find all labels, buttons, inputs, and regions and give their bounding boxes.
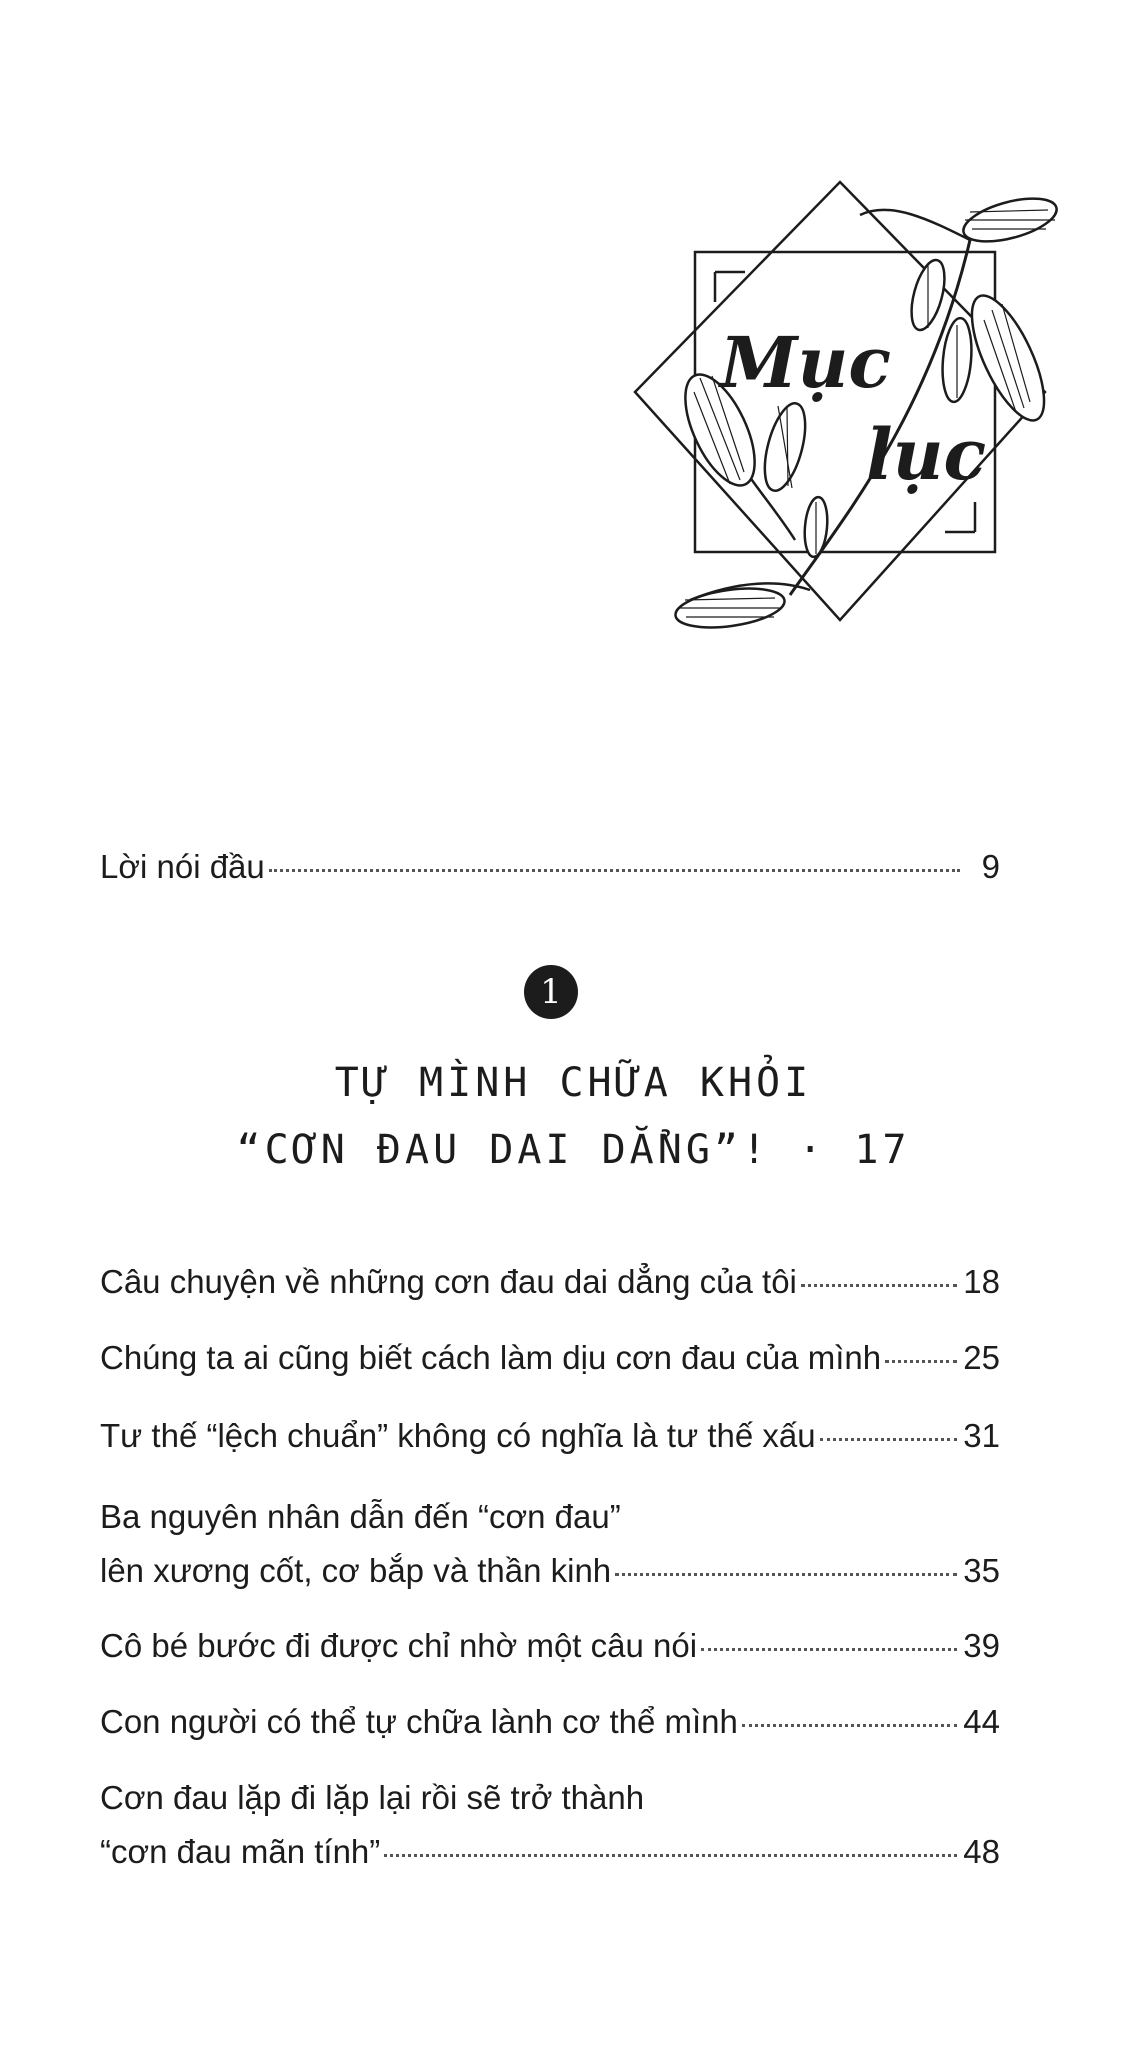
toc-heading-word-2: lục (866, 413, 987, 496)
toc-heading-word-1: Mục (720, 321, 892, 404)
toc-entry-text: Tư thế “lệch chuẩn” không có nghĩa là tư thế xấu (100, 1417, 816, 1454)
toc-entry-text: Lời nói đầu (100, 848, 265, 885)
toc-entry (100, 1624, 1000, 1668)
part-number-badge: 1 (524, 965, 578, 1019)
leaf-branch-icon (630, 180, 1060, 630)
toc-entry-text: Con người có thể tự chữa lành cơ thể mình (100, 1703, 738, 1740)
toc-entry-text: Câu chuyện về những cơn đau dai dẳng của tôi (100, 1263, 797, 1300)
toc-entry-text: Chúng ta ai cũng biết cách làm dịu cơn đau của mình (100, 1339, 882, 1376)
toc-entry (100, 1776, 1000, 1874)
toc-entry-text: “cơn đau mãn tính” (100, 1833, 381, 1870)
toc-dot-leader (384, 1854, 957, 1857)
part-title-line-2: “CƠN ĐAU DAI DẲNG”! · 17 (236, 1127, 911, 1173)
toc-entry-text: Cô bé bước đi được chỉ nhờ một câu nói (100, 1627, 698, 1664)
toc-dot-leader (269, 869, 960, 872)
toc-entry-page: 18 (963, 1263, 1000, 1300)
part-title-line-1: TỰ MÌNH CHỮA KHỎI (334, 1060, 813, 1106)
toc-dot-leader (615, 1573, 957, 1576)
toc-entry (100, 1336, 1000, 1380)
toc-entry-page: 39 (963, 1627, 1000, 1664)
toc-entry-page: 48 (963, 1833, 1000, 1870)
toc-entry-page: 44 (963, 1703, 1000, 1740)
toc-entry (100, 1495, 1000, 1593)
toc-dot-leader (701, 1648, 957, 1651)
toc-entry-page: 25 (963, 1339, 1000, 1376)
toc-emblem (630, 180, 1060, 630)
toc-entry-page: 31 (963, 1417, 1000, 1454)
toc-entry (100, 1700, 1000, 1744)
toc-entry (100, 1414, 1000, 1458)
toc-entry-text: Ba nguyên nhân dẫn đến “cơn đau” (100, 1498, 621, 1535)
toc-entry-text: Cơn đau lặp đi lặp lại rồi sẽ trở thành (100, 1779, 645, 1816)
toc-entry-page: 35 (963, 1552, 1000, 1589)
toc-dot-leader (801, 1284, 957, 1287)
toc-dot-leader (742, 1724, 957, 1727)
toc-dot-leader (885, 1360, 957, 1363)
toc-entry-preface (100, 845, 1000, 889)
toc-dot-leader (820, 1438, 958, 1441)
toc-entry-text: lên xương cốt, cơ bắp và thần kinh (100, 1552, 612, 1589)
toc-entry (100, 1260, 1000, 1304)
toc-entry-page: 9 (981, 848, 1000, 885)
